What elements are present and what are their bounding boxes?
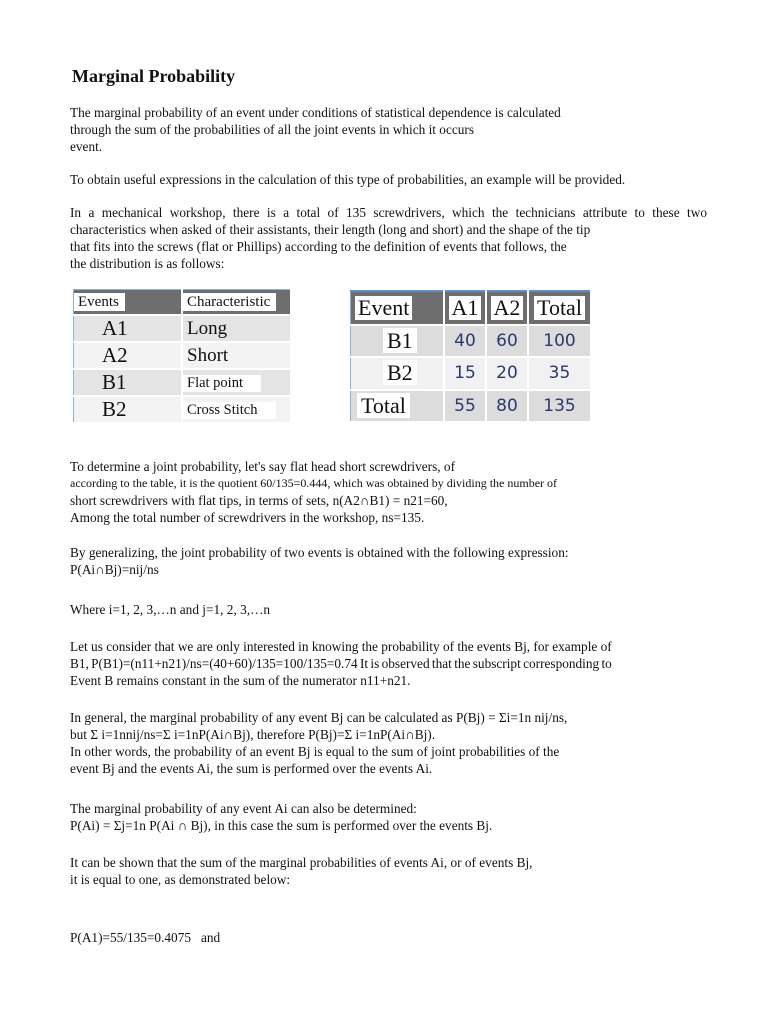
event-cell: A1 [74, 315, 183, 342]
text-line: event. [70, 139, 103, 154]
text-line: In a mechanical workshop, there is a total of 135 screwdrivers, which the technicians attribute to these two [70, 205, 707, 220]
text-line: the distribution is as follows: [70, 256, 225, 271]
ai-marginal-paragraph [70, 800, 710, 834]
result-paragraph [70, 929, 710, 946]
example-intro-paragraph [70, 171, 710, 188]
value-cell: 135 [528, 390, 591, 422]
table-row [351, 390, 592, 422]
text-line: Let us consider that we are only interested in knowing the probability of the events Bj, for example of [70, 639, 612, 654]
table-header-cell: Total [528, 291, 591, 325]
value-cell: 40 [444, 325, 486, 357]
value-cell: 60 [486, 325, 528, 357]
generalization-paragraph [70, 544, 710, 578]
text-line: To obtain useful expressions in the calculation of this type of probabilities, an example will be provided. [70, 172, 626, 187]
row-label-cell: B2 [351, 357, 445, 389]
formula-line: P(Ai∩Bj)=nij/ns [70, 562, 159, 577]
table-header-cell: Events [74, 290, 183, 316]
table-row [74, 369, 292, 396]
formula-line: P(A1)=55/135=0.4075 and [70, 930, 221, 945]
text-line: characteristics when asked of their assistants, their length (long and short) and the shape of the tip [70, 222, 591, 237]
characteristic-cell: Cross Stitch [182, 396, 291, 423]
value-cell: 35 [528, 357, 591, 389]
text-line: according to the table, it is the quotient 60/135=0.444, which was obtained by dividing the number of [70, 476, 558, 490]
text-line: event Bj and the events Ai, the sum is performed over the events Ai. [70, 761, 433, 776]
text-line: The marginal probability of any event Ai can also be determined: [70, 801, 417, 816]
characteristic-cell: Flat point [182, 369, 291, 396]
event-cell: B1 [74, 369, 183, 396]
text-line: short screwdrivers with flat tips, in terms of sets, n(A2∩B1) = n21=60, [70, 493, 448, 508]
general-marginal-paragraph [70, 709, 710, 777]
text-line: it is equal to one, as demonstrated below: [70, 872, 291, 887]
value-cell: 100 [528, 325, 591, 357]
page-title: Marginal Probability [72, 66, 236, 86]
text-line: In general, the marginal probability of any event Bj can be calculated as P(Bj) = Σi=1n nij/ns, [70, 710, 568, 725]
row-label-cell: B1 [351, 325, 445, 357]
table-header-cell: Characteristic [182, 290, 291, 316]
joint-probability-paragraph [70, 458, 710, 526]
table-row [74, 396, 292, 423]
text-line: By generalizing, the joint probability of two events is obtained with the following expression: [70, 545, 569, 560]
text-line: Where i=1, 2, 3,…n and j=1, 2, 3,…n [70, 602, 271, 617]
text-line: but Σ i=1nnij/ns=Σ i=1nP(Ai∩Bj), therefore P(Bj)=Σ i=1nP(Ai∩Bj). [70, 727, 436, 742]
text-line: To determine a joint probability, let's say flat head short screwdrivers, of [70, 459, 455, 474]
text-line: It can be shown that the sum of the marginal probabilities of events Ai, or of events Bj, [70, 855, 533, 870]
workshop-paragraph [70, 204, 710, 272]
table-header-cell: A1 [444, 291, 486, 325]
table-header-row [74, 290, 292, 316]
sum-equals-one-paragraph [70, 854, 710, 888]
table-row [351, 325, 592, 357]
index-range-paragraph [70, 601, 710, 618]
table-header-cell: A2 [486, 291, 528, 325]
intro-paragraph [70, 104, 710, 155]
events-table [73, 289, 292, 424]
characteristic-cell: Short [182, 342, 291, 369]
value-cell: 80 [486, 390, 528, 422]
text-line: that fits into the screws (flat or Phillips) according to the definition of events that follows, the [70, 239, 567, 254]
table-row [74, 315, 292, 342]
text-line: through the sum of the probabilities of all the joint events in which it occurs [70, 122, 474, 137]
value-cell: 15 [444, 357, 486, 389]
text-line: Event B remains constant in the sum of the numerator n11+n21. [70, 673, 411, 688]
table-row [74, 342, 292, 369]
table-header-row [351, 291, 592, 325]
event-cell: A2 [74, 342, 183, 369]
characteristic-cell: Long [182, 315, 291, 342]
text-line: P(Ai) = Σj=1n P(Ai ∩ Bj), in this case the sum is performed over the events Bj. [70, 818, 493, 833]
table-row [351, 357, 592, 389]
distribution-table [350, 290, 592, 423]
table-header-cell: Event [351, 291, 445, 325]
text-line: B1, P(B1)=(n11+n21)/ns=(40+60)/135=100/135=0.74 It is observed that the subscript corresponding to [70, 656, 612, 671]
text-line: In other words, the probability of an event Bj is equal to the sum of joint probabilities of the [70, 744, 560, 759]
value-cell: 55 [444, 390, 486, 422]
row-label-cell: Total [351, 390, 445, 422]
text-line: Among the total number of screwdrivers in the workshop, ns=135. [70, 510, 425, 525]
bj-example-paragraph [70, 638, 710, 689]
text-line: The marginal probability of an event under conditions of statistical dependence is calculated [70, 105, 561, 120]
event-cell: B2 [74, 396, 183, 423]
value-cell: 20 [486, 357, 528, 389]
